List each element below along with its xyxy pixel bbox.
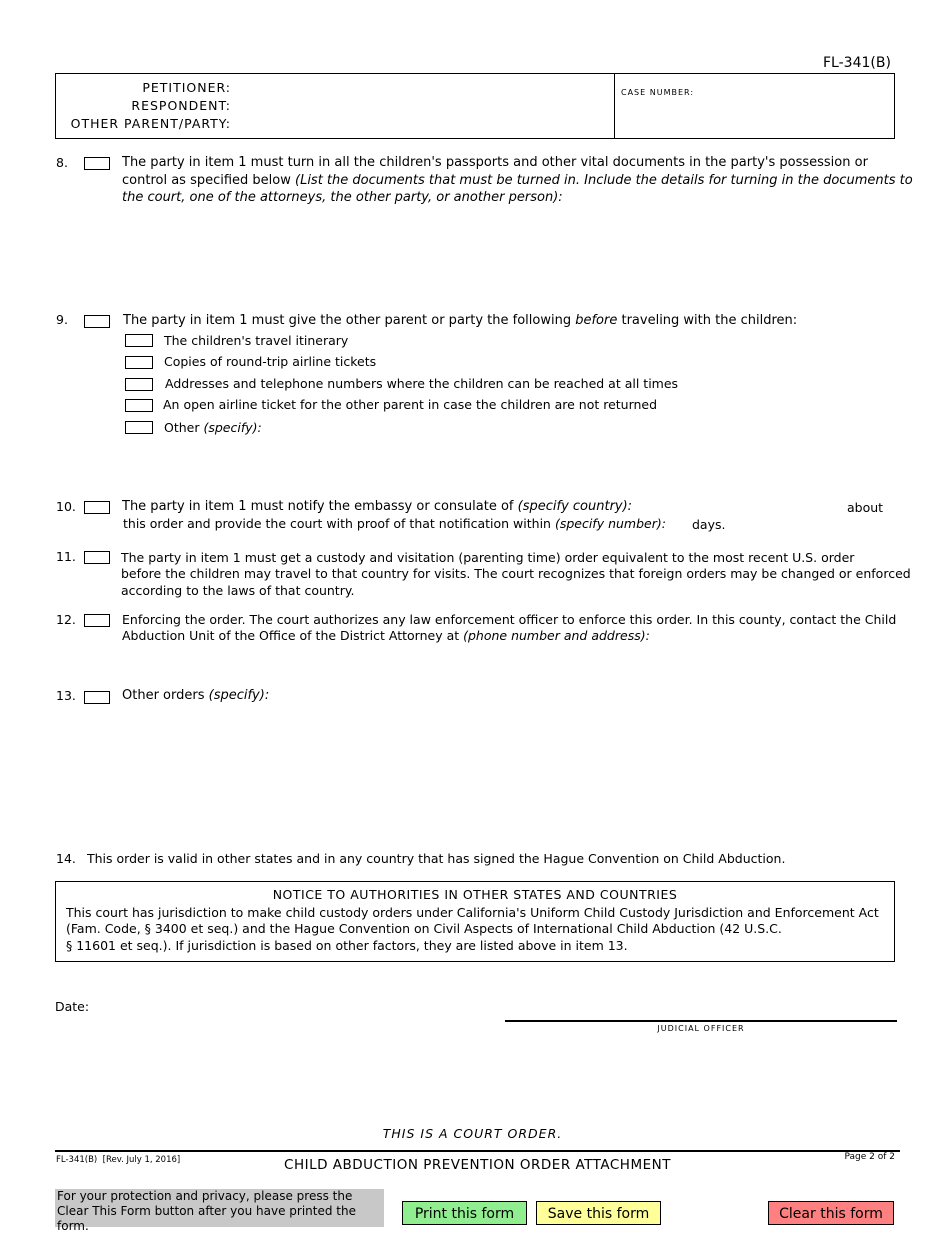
item-9-addresses-checkbox[interactable] bbox=[125, 378, 153, 391]
item-11-number: 11. bbox=[56, 549, 76, 564]
privacy-note: For your protection and privacy, please press the Clear This Form button after you have printed the form. bbox=[55, 1189, 384, 1227]
item-9-open-ticket-label: An open airline ticket for the other parent in case the children are not returned bbox=[163, 397, 658, 412]
item-11-checkbox[interactable] bbox=[84, 551, 110, 564]
item-12-number: 12. bbox=[56, 612, 76, 627]
item-9-itinerary-label: The children's travel itinerary bbox=[164, 333, 349, 348]
page-number: Page 2 of 2 bbox=[844, 1152, 895, 1162]
item-9-addresses-label: Addresses and telephone numbers where the children can be reached at all times bbox=[165, 376, 679, 391]
case-number-field[interactable] bbox=[621, 104, 889, 132]
item-12-contact-field[interactable] bbox=[122, 648, 890, 664]
item-9-number: 9. bbox=[56, 312, 68, 327]
item-9-checkbox[interactable] bbox=[84, 315, 110, 328]
notice-line-1: This court has jurisdiction to make child custody orders under California's Uniform Child Custody Jurisdiction and Enforcement Act bbox=[66, 905, 879, 920]
item-14-text: This order is valid in other states and in any country that has signed the Hague Convention on Child Abduction. bbox=[87, 851, 786, 866]
item-10-line-1: The party in item 1 must notify the embassy or consulate of (specify country): bbox=[122, 499, 633, 514]
item-10-days-field[interactable] bbox=[650, 516, 688, 532]
item-11-line-3: according to the laws of that country. bbox=[121, 583, 355, 598]
item-10-country-field[interactable] bbox=[632, 499, 840, 515]
item-9-tickets-label: Copies of round-trip airline tickets bbox=[164, 354, 377, 369]
item-8-line-1: The party in item 1 must turn in all the children's passports and other vital documents in the party's possession or bbox=[122, 155, 868, 170]
form-title: CHILD ABDUCTION PREVENTION ORDER ATTACHMENT bbox=[284, 1157, 671, 1173]
item-9-text: The party in item 1 must give the other parent or party the following before traveling with the children: bbox=[123, 313, 798, 328]
item-8-documents-field[interactable] bbox=[122, 212, 894, 306]
item-10-days: days. bbox=[692, 517, 726, 532]
item-8-number: 8. bbox=[56, 155, 68, 170]
court-order-notice: THIS IS A COURT ORDER. bbox=[382, 1126, 563, 1141]
petitioner-label: PETITIONER: bbox=[142, 80, 231, 95]
caption-divider bbox=[614, 73, 615, 139]
case-number-label: CASE NUMBER: bbox=[621, 88, 695, 97]
item-9-itinerary-checkbox[interactable] bbox=[125, 334, 153, 347]
respondent-field[interactable] bbox=[236, 98, 606, 113]
judicial-officer-field[interactable] bbox=[505, 1000, 897, 1018]
item-12-line-1: Enforcing the order. The court authorizes any law enforcement officer to enforce this order. In this county, contact the Child bbox=[122, 612, 897, 627]
item-12-checkbox[interactable] bbox=[84, 614, 110, 627]
item-11-line-2: before the children may travel to that country for visits. The court recognizes that foreign orders may be changed or enforced bbox=[121, 566, 911, 581]
item-8-line-3: the court, one of the attorneys, the other party, or another person): bbox=[122, 190, 563, 205]
item-9-tickets-checkbox[interactable] bbox=[125, 356, 153, 369]
form-revision: FL-341(B) [Rev. July 1, 2016] bbox=[56, 1155, 181, 1165]
item-9-other-label: Other (specify): bbox=[164, 420, 262, 435]
judicial-officer-label: JUDICIAL OFFICER bbox=[657, 1024, 745, 1033]
petitioner-field[interactable] bbox=[236, 80, 606, 95]
item-10-line-2: this order and provide the court with proof of that notification within (specify number): bbox=[123, 516, 666, 531]
item-13-label: Other orders (specify): bbox=[122, 688, 270, 703]
signature-line bbox=[505, 1020, 897, 1022]
form-id: FL-341(B) bbox=[823, 55, 891, 71]
item-10-about: about bbox=[847, 500, 884, 515]
item-11-line-1: The party in item 1 must get a custody and visitation (parenting time) order equivalent to the most recent U.S. order bbox=[121, 550, 855, 565]
notice-line-2: (Fam. Code, § 3400 et seq.) and the Hague Convention on Civil Aspects of International Child Abduction (42 U.S.C. bbox=[66, 921, 782, 936]
notice-line-3: § 11601 et seq.). If jurisdiction is based on other factors, they are listed above in item 13. bbox=[66, 938, 628, 953]
item-13-checkbox[interactable] bbox=[84, 691, 110, 704]
item-9-other-field[interactable] bbox=[264, 420, 889, 436]
item-9-open-ticket-checkbox[interactable] bbox=[125, 399, 153, 412]
other-party-label: OTHER PARENT/PARTY: bbox=[70, 116, 231, 131]
item-8-line-2: control as specified below (List the documents that must be turned in. Include the details for turning in the documents to bbox=[122, 173, 913, 188]
print-form-button[interactable]: Print this form bbox=[402, 1201, 527, 1225]
item-10-checkbox[interactable] bbox=[84, 501, 110, 514]
notice-title: NOTICE TO AUTHORITIES IN OTHER STATES AND COUNTRIES bbox=[272, 887, 678, 902]
item-14-number: 14. bbox=[56, 851, 76, 866]
item-8-checkbox[interactable] bbox=[84, 157, 110, 170]
item-10-number: 10. bbox=[56, 499, 76, 514]
other-party-field[interactable] bbox=[236, 116, 606, 131]
item-13-other-orders-field[interactable] bbox=[122, 708, 894, 842]
item-9-other-checkbox[interactable] bbox=[125, 421, 153, 434]
clear-form-button[interactable]: Clear this form bbox=[768, 1201, 894, 1225]
save-form-button[interactable]: Save this form bbox=[536, 1201, 661, 1225]
item-13-number: 13. bbox=[56, 688, 76, 703]
item-12-line-2: Abduction Unit of the Office of the District Attorney at (phone number and address): bbox=[122, 628, 650, 643]
date-label: Date: bbox=[55, 999, 90, 1014]
date-field[interactable] bbox=[94, 998, 394, 1014]
respondent-label: RESPONDENT: bbox=[131, 98, 231, 113]
footer-rule bbox=[55, 1150, 900, 1152]
